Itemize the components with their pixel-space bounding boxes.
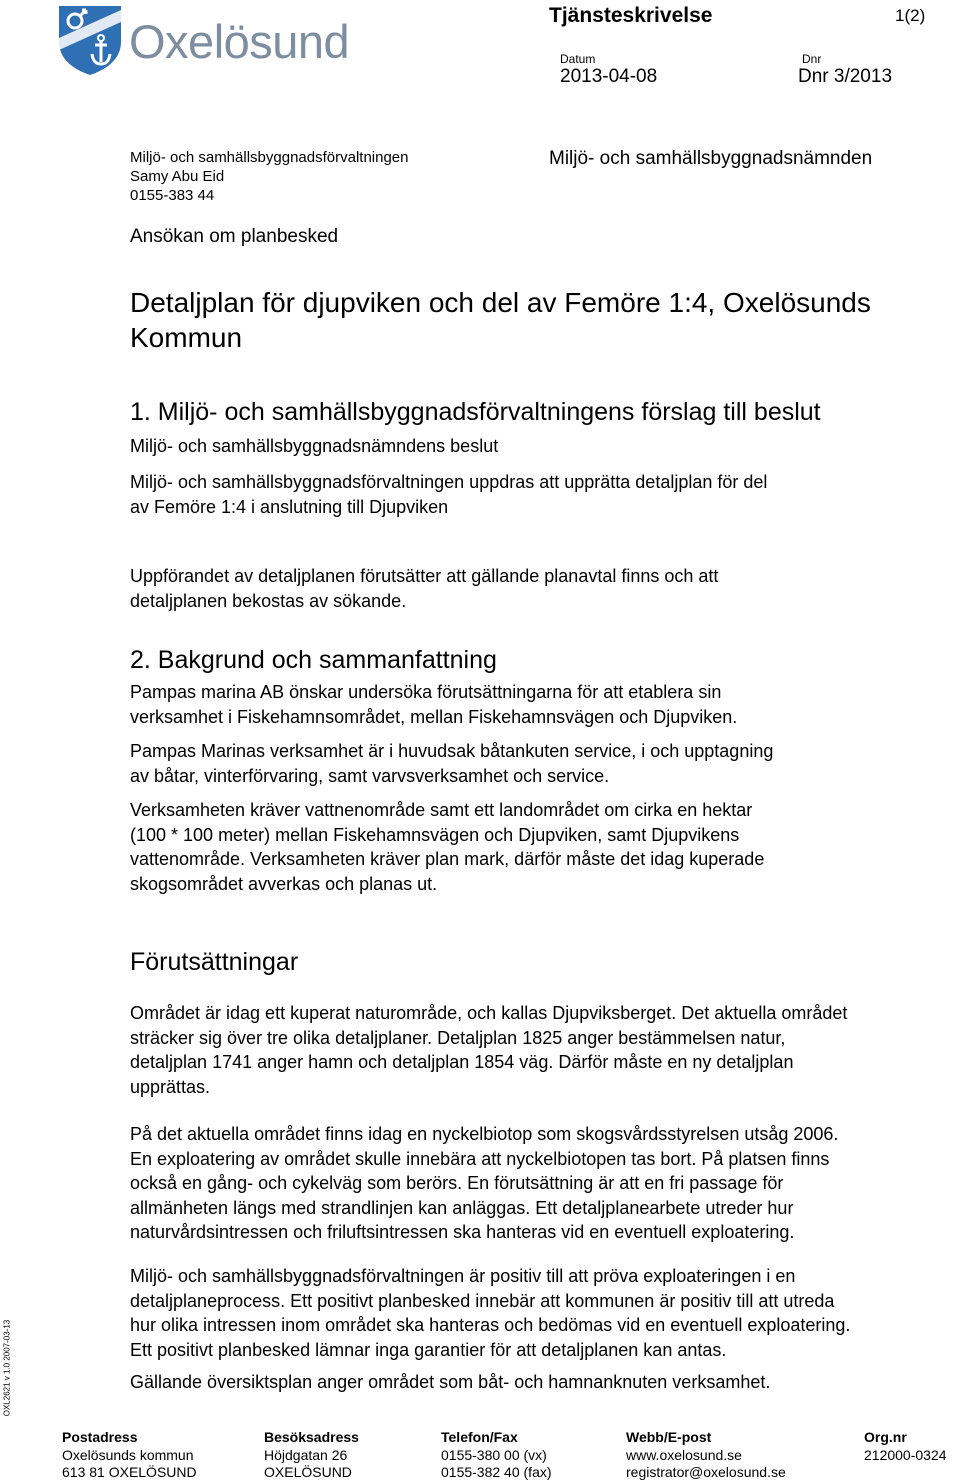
section-1-paragraph bbox=[130, 564, 718, 613]
page-number: 1(2) bbox=[895, 6, 926, 25]
footer-link-website[interactable]: www.oxelosund.se bbox=[626, 1446, 742, 1463]
date-label: Datum bbox=[560, 52, 596, 66]
paragraph-line: Gällande översiktsplan anger området som båt- och hamnanknuten verksamhet. bbox=[130, 1372, 771, 1392]
paragraph-line: Miljö- och samhällsbyggnadsförvaltningen uppdras att upprätta detaljplan för del bbox=[130, 472, 768, 492]
document-type: Tjänsteskrivelse bbox=[549, 4, 713, 27]
paragraph-line: Pampas marina AB önskar undersöka förutsättningarna för att etablera sin bbox=[130, 682, 722, 702]
sender-block bbox=[130, 148, 408, 205]
section-2-paragraph bbox=[130, 739, 773, 788]
footer-line: 212000-0324 bbox=[864, 1446, 947, 1463]
title-line: Kommun bbox=[130, 322, 243, 353]
forutsattningar-paragraph bbox=[130, 1001, 847, 1099]
footer-besoksadress bbox=[264, 1429, 359, 1482]
footer-line: Oxelösunds kommun bbox=[62, 1446, 194, 1463]
section-1-paragraph bbox=[130, 470, 767, 519]
form-code: OXL2621 v 1.0 2007-03-13 bbox=[2, 1319, 12, 1417]
subject-label: Ansökan om planbesked bbox=[130, 226, 339, 247]
paragraph-line: Området är idag ett kuperat naturområde, och kallas Djupviksberget. Det aktuella området bbox=[130, 1003, 848, 1023]
footer-label: Besöksadress bbox=[264, 1429, 359, 1445]
paragraph-line: hur olika intressen inom området ska hanteras och bedömas vid en eventuell exploatering. bbox=[130, 1315, 851, 1335]
subheading-text: Miljö- och samhällsbyggnadsnämndens beslut bbox=[130, 436, 499, 456]
paragraph-line: upprättas. bbox=[130, 1076, 211, 1097]
dnr-value: Dnr 3/2013 bbox=[798, 66, 893, 87]
section-1-subheading bbox=[130, 434, 498, 459]
title-line: Detaljplan för djupviken och del av Femöre 1:4, Oxelösunds bbox=[130, 287, 871, 318]
footer-line: Höjdgatan 26 bbox=[264, 1446, 348, 1463]
footer-label: Webb/E-post bbox=[626, 1429, 712, 1445]
footer-telefon bbox=[441, 1429, 552, 1482]
date-value: 2013-04-08 bbox=[560, 66, 658, 87]
section-2-heading: 2. Bakgrund och sammanfattning bbox=[130, 646, 497, 674]
paragraph-line: Ett positivt planbesked lämnar inga garantier för att detaljplanen kan antas. bbox=[130, 1339, 727, 1360]
paragraph-line: Verksamheten kräver vattnenområde samt ett landområdet om cirka en hektar bbox=[130, 800, 753, 820]
paragraph-line: sträcker sig över tre olika detaljplaner. Detaljplan 1825 anger bestämmelsen natur, bbox=[130, 1027, 786, 1048]
footer-label: Org.nr bbox=[864, 1429, 907, 1445]
forutsattningar-paragraph bbox=[130, 1370, 770, 1395]
paragraph-line: Uppförandet av detaljplanen förutsätter att gällande planavtal finns och att bbox=[130, 566, 719, 586]
dnr-label: Dnr bbox=[802, 52, 822, 66]
paragraph-line: detaljplan 1741 anger hamn och detaljplan 1854 väg. Därför måste en ny detaljplan bbox=[130, 1052, 794, 1072]
shield-anchor-icon bbox=[55, 4, 125, 76]
paragraph-line: av båtar, vinterförvaring, samt varvsverksamhet och service. bbox=[130, 765, 610, 786]
footer-line: OXELÖSUND bbox=[264, 1464, 352, 1480]
forutsattningar-paragraph bbox=[130, 1122, 838, 1245]
forutsattningar-heading: Förutsättningar bbox=[130, 948, 299, 976]
paragraph-line: skogsområdet avverkas och planas ut. bbox=[130, 873, 438, 894]
footer-line: 613 81 OXELÖSUND bbox=[62, 1464, 197, 1480]
paragraph-line: Miljö- och samhällsbyggnadsförvaltningen är positiv till att pröva exploateringen i en bbox=[130, 1266, 796, 1286]
footer-webb bbox=[626, 1429, 786, 1482]
paragraph-line: också en gång- och cykelväg som berörs. En förutsättning är att en fri passage för bbox=[130, 1173, 784, 1193]
paragraph-line: av Femöre 1:4 i anslutning till Djupviken bbox=[130, 496, 449, 517]
paragraph-line: verksamhet i Fiskehamnsområdet, mellan Fiskehamnsvägen och Djupviken. bbox=[130, 706, 738, 727]
paragraph-line: (100 * 100 meter) mellan Fiskehamnsvägen och Djupviken, samt Djupvikens bbox=[130, 824, 740, 845]
paragraph-line: På det aktuella området finns idag en nyckelbiotop som skogsvårdsstyrelsen utsåg 2006. bbox=[130, 1124, 839, 1144]
paragraph-line: vattenområde. Verksamheten kräver plan mark, därför måste det idag kuperade bbox=[130, 849, 765, 869]
footer-postadress bbox=[62, 1429, 197, 1482]
footer-orgnr bbox=[864, 1429, 947, 1464]
paragraph-line: Pampas Marinas verksamhet är i huvudsak båtankuten service, i och upptagning bbox=[130, 741, 774, 761]
footer-label: Postadress bbox=[62, 1429, 138, 1445]
sender-name: Samy Abu Eid bbox=[130, 168, 225, 185]
footer-line: 0155-382 40 (fax) bbox=[441, 1464, 552, 1480]
section-1-heading: 1. Miljö- och samhällsbyggnadsförvaltningens förslag till beslut bbox=[130, 398, 821, 426]
paragraph-line: detaljplanen bekostas av sökande. bbox=[130, 590, 407, 611]
paragraph-line: En exploatering av området skulle innebära att nyckelbiotopen tas bort. På platsen finns bbox=[130, 1148, 830, 1169]
footer-label: Telefon/Fax bbox=[441, 1429, 518, 1445]
paragraph-line: naturvårdsintressen och friluftsintressen ska hanteras vid en eventuell exploatering. bbox=[130, 1222, 795, 1242]
document-title bbox=[130, 285, 871, 355]
section-2-paragraph bbox=[130, 798, 764, 896]
sender-phone: 0155-383 44 bbox=[130, 187, 215, 204]
paragraph-line: detaljplaneprocess. Ett positivt planbesked innebär att kommunen är positiv till att utreda bbox=[130, 1290, 835, 1311]
recipient: Miljö- och samhällsbyggnadsnämnden bbox=[549, 148, 873, 169]
paragraph-line: allmänheten längs med strandlinjen kan anläggas. Ett detaljplanearbete utreder hur bbox=[130, 1197, 794, 1218]
section-2-paragraph bbox=[130, 680, 737, 729]
footer-link-email[interactable]: registrator@oxelosund.se bbox=[626, 1464, 786, 1480]
footer-line: 0155-380 00 (vx) bbox=[441, 1446, 547, 1463]
sender-department: Miljö- och samhällsbyggnadsförvaltningen bbox=[130, 149, 409, 166]
oxelosund-logo bbox=[55, 4, 385, 78]
forutsattningar-paragraph bbox=[130, 1264, 850, 1362]
logo-wordmark: Oxelösund bbox=[129, 15, 350, 68]
